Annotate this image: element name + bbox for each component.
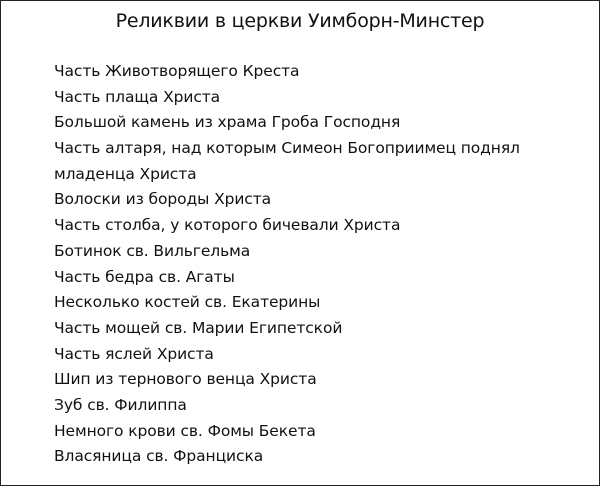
list-item: Часть Животворящего Креста [54,62,300,80]
list-item: Зуб св. Филиппа [54,395,187,414]
list-item: Часть яслей Христа [54,344,214,363]
list-item: Часть плаща Христа [54,87,221,106]
document-title: Реликвии в церкви Уимборн-Минстер [115,10,485,32]
list-item: Власяница св. Франциска [54,447,264,466]
list-item: Ботинок св. Вильгельма [54,241,251,260]
list-item: Шип из тернового венца Христа [54,370,317,389]
relics-list [54,59,520,470]
list-item: младенца Христа [54,164,197,183]
list-item: Часть столба, у которого бичевали Христа [54,216,401,235]
list-item: Волоски из бороды Христа [54,190,272,209]
list-item: Несколько костей св. Екатерины [54,293,321,312]
list-item: Часть мощей св. Марии Египетской [54,318,343,337]
list-item: Немного крови св. Фомы Бекета [54,421,316,440]
list-item: Большой камень из храма Гроба Господня [54,113,401,132]
list-item: Часть бедра св. Агаты [54,267,235,286]
list-item: Часть алтаря, над которым Симеон Богоприимец поднял [54,139,520,158]
